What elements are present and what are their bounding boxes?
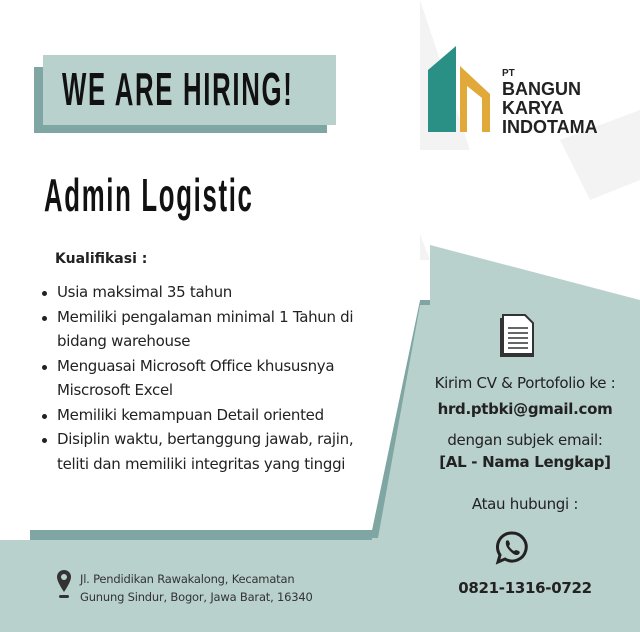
company-prefix: PT [502,68,515,79]
document-icon [498,314,538,358]
email-subject: [AL - Nama Lengkap] [439,453,611,471]
list-item: Usia maksimal 35 tahun [40,280,380,305]
list-item: Memiliki kemampuan Detail oriented [40,403,380,428]
whatsapp-icon [494,530,530,566]
address [80,570,313,606]
list-item: Memiliki pengalaman minimal 1 Tahun di bidang warehouse [40,305,380,354]
contact-label: Atau hubungi : [471,495,579,513]
subject-label: dengan subjek email: [447,431,603,449]
company-name-line: INDOTAMA [502,117,598,137]
email-address[interactable]: hrd.ptbki@gmail.com [437,400,613,418]
company-logo-text [502,68,598,137]
qualifications-list [40,280,380,476]
qualifications-title: Kualifikasi : [55,251,148,267]
company-name-line: KARYA [502,98,564,118]
list-item: Menguasai Microsoft Office khususnya Miscrosoft Excel [40,354,380,403]
list-item: Disiplin waktu, bertanggung jawab, rajin, teliti dan memiliki integritas yang tinggi [40,427,380,476]
send-cv-label: Kirim CV & Portofolio ke : [434,374,616,392]
job-title: Admin Logistic [44,169,254,221]
phone-number[interactable]: 0821-1316-0722 [458,579,592,597]
company-name-line: BANGUN [502,79,581,99]
location-pin-icon [56,569,72,601]
hiring-heading: WE ARE HIRING! [62,63,294,115]
address-line: Gunung Sindur, Bogor, Jawa Barat, 16340 [80,590,313,604]
address-line: Jl. Pendidikan Rawakalong, Kecamatan [80,572,295,586]
